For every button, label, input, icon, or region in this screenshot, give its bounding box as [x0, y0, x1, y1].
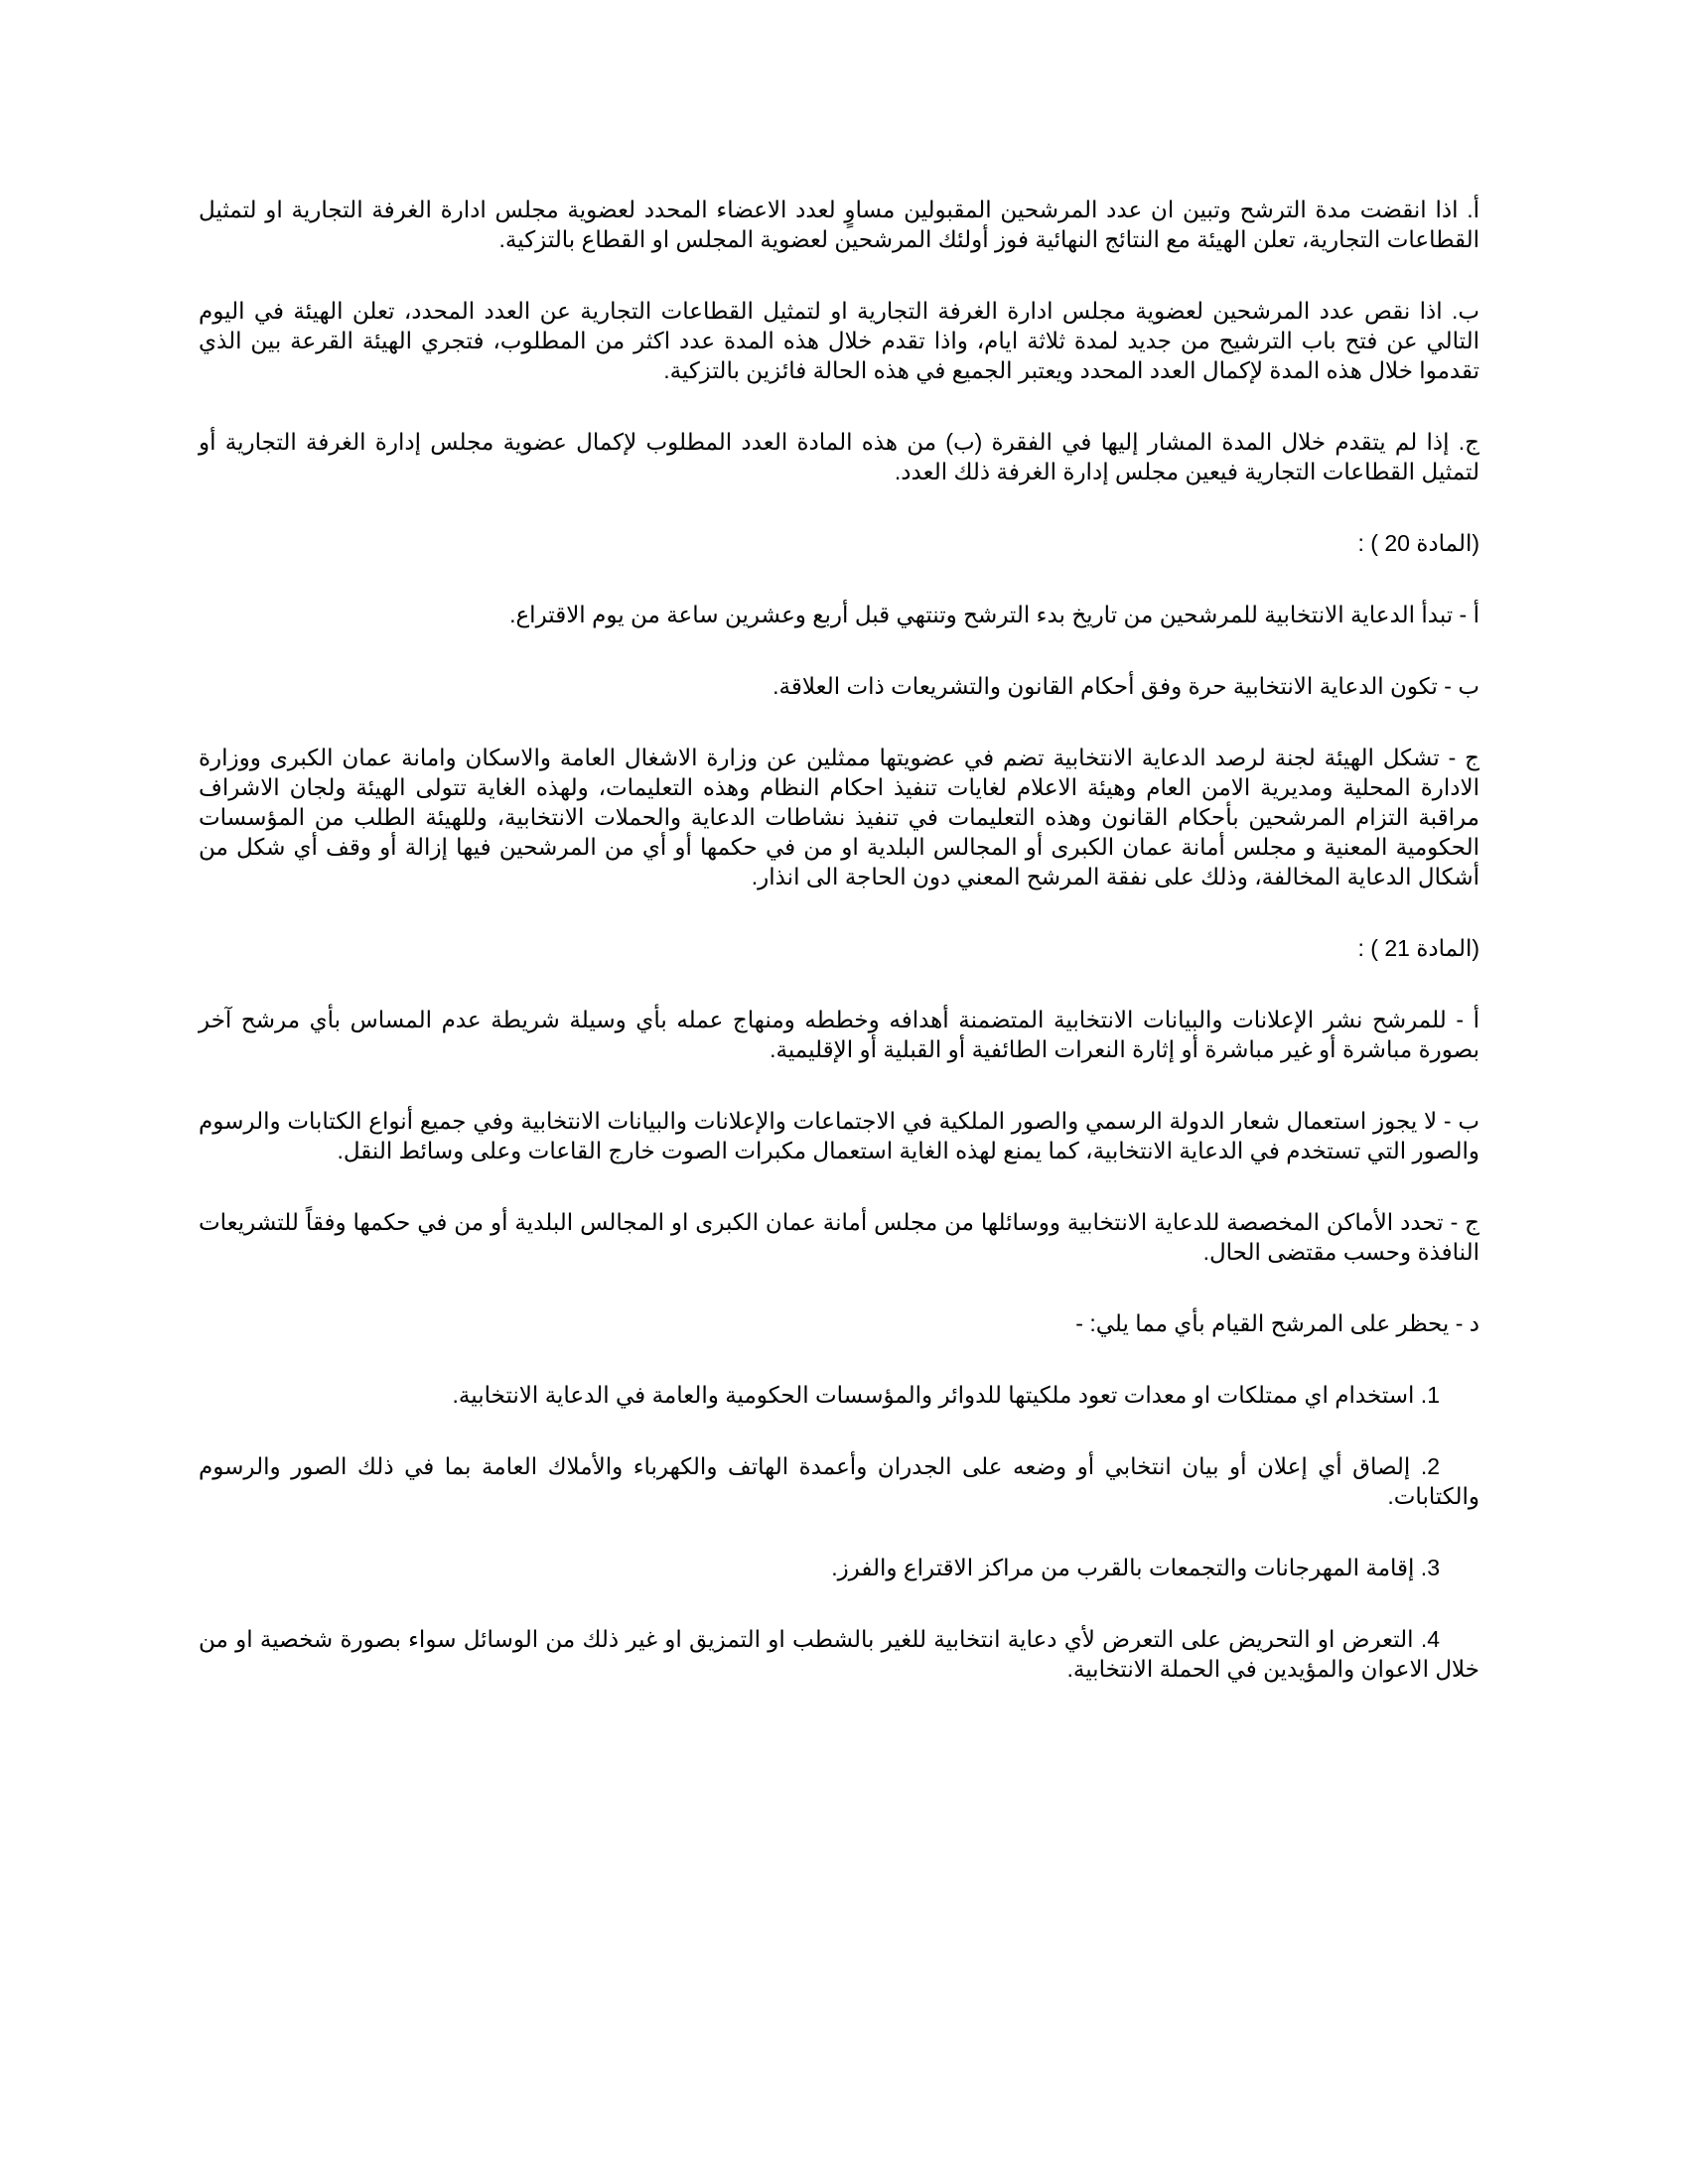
article-21-heading: (المادة 21 ) :	[1357, 935, 1479, 961]
article-20-heading: (المادة 20 ) :	[1357, 530, 1479, 556]
article-20-paragraph-c: ج - تشكل الهيئة لجنة لرصد الدعاية الانتخابية تضم في عضويتها ممثلين عن وزارة الاشغال العامة والاسكان وامانة عمان الكبرى ووزارة الادارة المحلية ومديرية الامن العام وهيئة الاعلام لغايات تنفيذ احكام النظام وهذه التعليمات، ولهذه الغاية تتولى الهيئة ولجان الاشراف مراقبة التزام المرشحين بأحكام القانون وهذه التعليمات في تنفيذ نشاطات الدعاية والحملات الانتخابية، وللهيئة الطلب من المؤسسات الحكومية المعنية و مجلس أمانة عمان الكبرى أو المجالس البلدية او من في حكمها أو أي من المرشحين فيها إزالة أو وقف أي شكل من أشكال الدعاية المخالفة، وذلك على نفقة المرشح المعني دون الحاجة الى انذار.	[199, 745, 1479, 889]
prohibition-item-4: 4. التعرض او التحريض على التعرض لأي دعاية انتخابية للغير بالشطب او التمزيق او غير ذلك من الوسائل سواء بصورة شخصية او من خلال الاعوان والمؤيدين في الحملة الانتخابية.	[199, 1626, 1479, 1682]
article-21-paragraph-a: أ - للمرشح نشر الإعلانات والبيانات الانتخابية المتضمنة أهدافه وخططه ومنهاج عمله بأي وسيلة شريطة عدم المساس بأي مرشح آخر بصورة مباشرة أو غير مباشرة أو إثارة النعرات الطائفية أو القبلية أو الإقليمية.	[199, 1007, 1479, 1062]
prohibition-item-2: 2. إلصاق أي إعلان أو بيان انتخابي أو وضعه على الجدران وأعمدة الهاتف والكهرباء والأملاك العامة بما في ذلك الصور والرسوم والكتابات.	[199, 1453, 1479, 1509]
document-body	[199, 195, 1479, 1725]
paragraph-prev-b: ب. اذا نقص عدد المرشحين لعضوية مجلس ادارة الغرفة التجارية او لتمثيل القطاعات التجارية عن العدد المحدد، تعلن الهيئة في اليوم التالي عن فتح باب الترشيح من جديد لمدة ثلاثة ايام، واذا تقدم خلال هذه المدة عدد اكثر من المطلوب، فتجري الهيئة القرعة بين الذي تقدموا خلال هذه المدة لإكمال العدد المحدد ويعتبر الجميع في هذه الحالة فائزين بالتزكية.	[199, 298, 1479, 383]
article-20-paragraph-b: ب - تكون الدعاية الانتخابية حرة وفق أحكام القانون والتشريعات ذات العلاقة.	[773, 673, 1479, 699]
article-21-paragraph-b: ب - لا يجوز استعمال شعار الدولة الرسمي والصور الملكية في الاجتماعات والإعلانات والبيانات الانتخابية وفي جميع أنواع الكتابات والرسوم والصور التي تستخدم في الدعاية الانتخابية، كما يمنع لهذه الغاية استعمال مكبرات الصوت خارج القاعات وعلى وسائط النقل.	[199, 1108, 1479, 1163]
article-21-paragraph-c: ج - تحدد الأماكن المخصصة للدعاية الانتخابية ووسائلها من مجلس أمانة عمان الكبرى او المجالس البلدية أو من في حكمها وفقاً للتشريعات النافذة وحسب مقتضى الحال.	[199, 1209, 1479, 1265]
prohibition-item-3: 3. إقامة المهرجانات والتجمعات بالقرب من مراكز الاقتراع والفرز.	[831, 1555, 1440, 1580]
prohibition-item-1: 1. استخدام اي ممتلكات او معدات تعود ملكيتها للدوائر والمؤسسات الحكومية والعامة في الدعاية الانتخابية.	[452, 1382, 1440, 1408]
article-21-paragraph-d: د - يحظر على المرشح القيام بأي مما يلي: -	[1075, 1310, 1479, 1336]
paragraph-prev-c: ج. إذا لم يتقدم خلال المدة المشار إليها في الفقرة (ب) من هذه المادة العدد المطلوب لإكمال عضوية مجلس إدارة الغرفة التجارية أو لتمثيل القطاعات التجارية فيعين مجلس إدارة الغرفة ذلك العدد.	[199, 429, 1479, 484]
article-20-paragraph-a: أ - تبدأ الدعاية الانتخابية للمرشحين من تاريخ بدء الترشح وتنتهي قبل أربع وعشرين ساعة من يوم الاقتراع.	[509, 602, 1479, 627]
paragraph-prev-a: أ. اذا انقضت مدة الترشح وتبين ان عدد المرشحين المقبولين مساوٍ لعدد الاعضاء المحدد لعضوية مجلس ادارة الغرفة التجارية او لتمثيل القطاعات التجارية، تعلن الهيئة مع النتائج النهائية فوز أولئك المرشحين لعضوية المجلس او القطاع بالتزكية.	[199, 197, 1479, 252]
